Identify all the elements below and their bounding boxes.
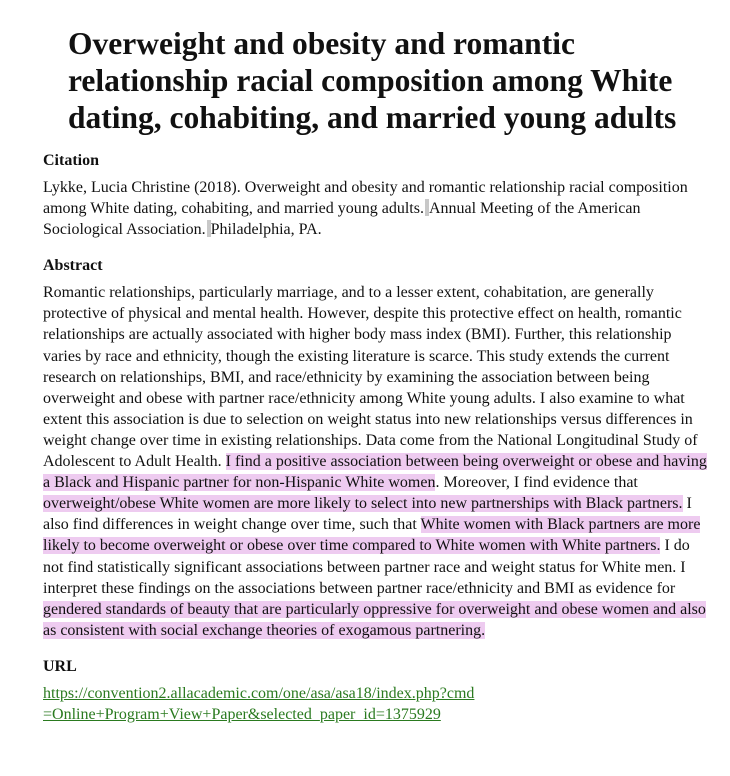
page-title: Overweight and obesity and romantic relationship racial composition among White dating, cohabiting, and married young adults (68, 26, 677, 135)
abstract-heading: Abstract (43, 257, 103, 275)
abstract-highlight: I find a positive association between being overweight or obese and having a Black and Hispanic partner for non-Hispanic White women (43, 453, 707, 492)
abstract-segment: Romantic relationships, particularly marriage, and to a lesser extent, cohabitation, are generally protective of physical and mental health. However, despite this protective effect on health, romantic relationships are actually associated with higher body mass index (BMI). Further, this relationship varies by race and ethnicity, though the existing literature is scarce. This study extends the current research on relationships, BMI, and race/ethnicity by examining the association between being overweight and obese with partner race/ethnicity among White young adults. I also examine to what extent this association is due to selection on weight status into new relationships versus differences in weight change over time in existing relationships. Data come from the National Longitudinal Study of Adolescent to Adult Health. (43, 284, 698, 471)
abstract-segment: . Moreover, I find evidence that (435, 474, 638, 492)
citation-location: Philadelphia, PA. (210, 221, 322, 239)
abstract-segment: I also find differences in weight change over time, such that (43, 495, 692, 534)
citation-text (43, 177, 708, 240)
url-heading: URL (43, 657, 77, 675)
abstract-segment: I do not find statistically significant associations between partner race and weight status for White men. I interpret these findings on the associations between partner race/ethnicity and BMI as evidence for (43, 537, 690, 597)
paper-url-link[interactable]: https://convention2.allacademic.com/one/asa/asa18/index.php?cmd=Online+Program+View+Paper&selected_paper_id=1375929 (43, 684, 475, 724)
abstract-text (43, 282, 708, 641)
citation-venue: Annual Meeting of the American Sociological Association. (43, 200, 641, 239)
citation-heading: Citation (43, 152, 99, 169)
abstract-highlight: White women with Black partners are more likely to become overweight or obese over time compared to White women with White partners. (43, 516, 701, 555)
abstract-highlight: gendered standards of beauty that are particularly oppressive for overweight and obese women and also as consistent with social exchange theories of exogamous partnering. (43, 600, 706, 639)
citation-authors-title: Lykke, Lucia Christine (2018). Overweight and obesity and romantic relationship racial composition among White dating, cohabiting, and married young adults. (43, 179, 688, 218)
abstract-highlight: overweight/obese White women are more likely to select into new partnerships with Black partners. (43, 495, 683, 513)
url-container (43, 683, 483, 726)
